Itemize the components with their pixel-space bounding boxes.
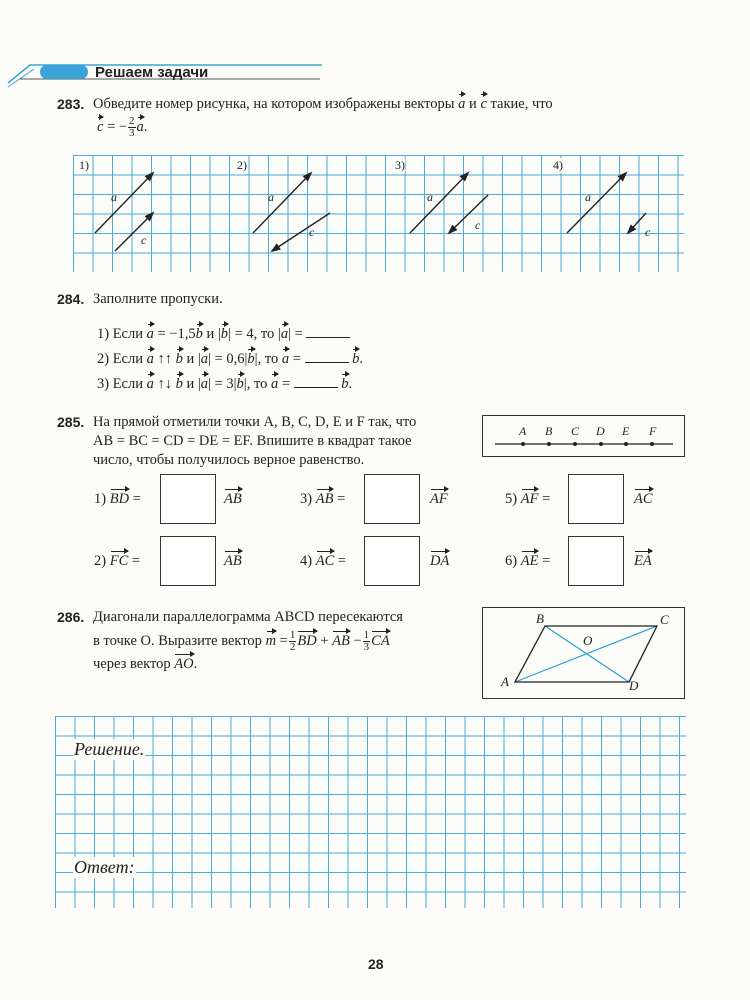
problem-284-text: Заполните пропуски.: [93, 291, 223, 307]
l3-end: =: [281, 376, 291, 392]
eq-2-sign: =: [131, 553, 141, 569]
eq-5-right: [634, 490, 653, 509]
label-C: C: [660, 612, 669, 627]
point-F: F: [649, 424, 657, 438]
half-den: 2: [289, 641, 296, 653]
problem-286-line-3: через вектор AO.: [93, 656, 198, 672]
l3-to: , то: [246, 376, 268, 392]
l286-eq: =: [279, 632, 288, 649]
parallelogram: [483, 608, 686, 700]
eq-5-left: AF: [520, 491, 539, 507]
l1-pre: 1) Если: [97, 326, 143, 342]
eq-1-right-vec: AB: [224, 491, 242, 507]
eq-3-label: 3): [300, 491, 313, 507]
points-line-frame: [482, 415, 685, 457]
l1-norm: = 4,: [234, 326, 258, 342]
eq-1-left: BD: [109, 491, 130, 507]
eq-6-right-vec: EA: [634, 553, 652, 569]
figure-1-label: 1): [79, 158, 89, 172]
frac-num: 2: [129, 115, 135, 127]
eq-6-right: [634, 552, 652, 571]
l1-to: то: [260, 326, 275, 342]
problem-283-equation: c = − $\frac{2}{3}$ a.: [97, 115, 148, 139]
blank-1[interactable]: [306, 325, 350, 338]
l1-vec-b: b: [195, 326, 203, 342]
l1-vec-a: a: [146, 326, 154, 342]
problem-284-line-2: 2) Если a ↑↑ b и |a| = 0,6|b|, то a = b.: [97, 351, 364, 367]
answer-box-1[interactable]: [160, 474, 216, 524]
l2-res-b: b: [352, 351, 360, 367]
l2-norm: = 0,6: [214, 351, 245, 367]
answer-box-4[interactable]: [364, 536, 420, 586]
fig2-c: c: [309, 225, 315, 239]
problem-283-text: [93, 95, 693, 114]
point-A: A: [519, 424, 527, 438]
blank-2[interactable]: [305, 350, 349, 363]
eq-3-sign: =: [337, 491, 346, 507]
problem-286-line-1: Диагонали параллелограмма ABCD пересекаются: [93, 609, 403, 625]
fig4-c: c: [645, 225, 651, 239]
answer-box-2[interactable]: [160, 536, 216, 586]
problem-283-number: 283.: [57, 96, 85, 112]
l3-rel: ↑↓: [157, 376, 172, 392]
l2-pre: 2) Если: [97, 351, 143, 367]
third-num: 1: [363, 629, 370, 641]
fig1-vector-a: [95, 173, 153, 233]
fig4-a: a: [585, 190, 591, 204]
fig3-c: c: [475, 218, 481, 232]
eq-2-label: 2): [94, 553, 107, 569]
problem-285-number: 285.: [57, 414, 85, 430]
l2-norm-b: b: [247, 351, 255, 367]
l1-and: и: [206, 326, 215, 342]
problem-285-line-1: На прямой отметили точки A, B, C, D, E и F так, что: [93, 414, 417, 430]
eq-1-label: 1): [94, 491, 107, 507]
eq-5: [505, 490, 550, 509]
l2-to: , то: [257, 351, 279, 367]
l3-and: и: [186, 376, 195, 392]
vec-bd: BD: [297, 632, 317, 649]
eq-4-left: AC: [315, 553, 335, 569]
solution-label: Решение.: [74, 739, 145, 759]
l3-vec-a: a: [146, 376, 154, 392]
l3-res-b: b: [341, 376, 349, 392]
label-A: A: [501, 674, 509, 689]
l3-norm-a: a: [200, 376, 209, 392]
eq-2-right: [224, 552, 242, 571]
fig3-vector-a: [410, 173, 468, 233]
vec-m: m: [265, 632, 277, 649]
fig2-vector-a: [253, 173, 311, 233]
l2-res-a: a: [281, 351, 290, 367]
l2-end: =: [292, 351, 301, 367]
l1-eq: = −1,5: [157, 326, 196, 342]
eq-4-right-vec: DA: [430, 553, 450, 569]
fig2-vector-c-head: [272, 245, 280, 251]
label-O: O: [583, 633, 593, 648]
fig2-vector-c: [272, 213, 330, 251]
blank-3[interactable]: [294, 375, 338, 388]
eq-4: [300, 552, 346, 571]
point-D: D: [596, 424, 605, 438]
answer-box-6[interactable]: [568, 536, 624, 586]
l3-res-a: a: [270, 376, 279, 392]
figure-4-label: 4): [553, 158, 563, 172]
answer-box-5[interactable]: [568, 474, 624, 524]
vector-c: c: [480, 96, 487, 112]
frac-half: [289, 630, 297, 653]
eq-5-label: 5): [505, 491, 518, 507]
problem-283-statement: Обведите номер рисунка, на котором изображены векторы: [93, 96, 455, 112]
problem-286-number: 286.: [57, 609, 85, 625]
half-num: 1: [289, 629, 296, 641]
eq-6: [505, 552, 550, 571]
frac-third: [363, 630, 371, 653]
eq-6-left: AE: [520, 553, 539, 569]
and-word: и: [469, 96, 477, 112]
vec-ao: AO: [174, 656, 194, 672]
eq-2-right-vec: AB: [224, 553, 242, 569]
l3-vec-b: b: [175, 376, 183, 392]
eq-1-sign: =: [132, 491, 141, 507]
eq-5-sign: =: [542, 491, 551, 507]
l2-rel: ↑↑: [157, 351, 172, 367]
problem-284-number: 284.: [57, 291, 85, 307]
problem-284-line-3: 3) Если a ↑↓ b и |a| = 3|b|, то a = b.: [97, 376, 353, 392]
fig2-a: a: [268, 190, 274, 204]
l2-vec-b: b: [175, 351, 183, 367]
eq-5-right-vec: AC: [634, 491, 653, 507]
answer-box-3[interactable]: [364, 474, 420, 524]
eq-4-label: 4): [300, 553, 313, 569]
problem-284-line-1: 1) Если a = −1,5b и |b| = 4, то |a| =: [97, 325, 350, 344]
eq-6-label: 6): [505, 553, 518, 569]
fig4-vector-a: [567, 173, 626, 233]
page-number: 28: [368, 956, 384, 972]
label-D: D: [629, 678, 639, 693]
eq-3-left: AB: [315, 491, 334, 507]
eq-2: [94, 552, 140, 571]
fig1-a: a: [111, 190, 117, 204]
vector-a: a: [458, 96, 466, 112]
problem-285-line-2: AB = BC = CD = DE = EF. Впишите в квадрат такое: [93, 433, 412, 449]
problem-283-tail: такие, что: [490, 96, 553, 112]
eq-6-sign: =: [542, 553, 551, 569]
eq-3: [300, 490, 345, 509]
eq-vector-a: a: [136, 118, 144, 135]
l3-pre: 3) Если: [97, 376, 143, 392]
eq-4-right: [430, 552, 449, 571]
eq-2-left: FC: [109, 553, 129, 569]
plus: +: [320, 632, 329, 649]
fraction-two-thirds: [128, 116, 136, 139]
point-E: E: [622, 424, 630, 438]
fig1-c: c: [141, 233, 147, 247]
l3-norm: = 3: [214, 376, 234, 392]
eq-4-sign: =: [337, 553, 347, 569]
frac-den: 3: [129, 127, 135, 139]
point-C: C: [571, 424, 580, 438]
eq-vector-c: c: [97, 118, 104, 135]
figure-2-label: 2): [237, 158, 247, 172]
l1-norm-b: b: [220, 326, 229, 342]
minus: −: [353, 632, 362, 649]
parallelogram-frame: [482, 607, 685, 699]
problem-285-line-3: число, чтобы получилось верное равенство.: [93, 452, 365, 468]
answer-label: Ответ:: [74, 857, 135, 877]
l2-norm-a: a: [200, 351, 209, 367]
l1-norm-a: a: [280, 326, 289, 342]
l2-vec-a: a: [146, 351, 154, 367]
l286-2a: в точке O. Выразите вектор: [93, 632, 262, 649]
l1-end: =: [294, 326, 303, 342]
figure-3-label: 3): [395, 158, 405, 172]
point-B: B: [545, 424, 553, 438]
eq-3-right-vec: AF: [430, 491, 448, 507]
l2-and: и: [186, 351, 195, 367]
eq-3-right: [430, 490, 448, 509]
problem-283-grid: [73, 155, 685, 273]
fig3-a: a: [427, 190, 433, 204]
l3-norm-b: b: [236, 376, 244, 392]
eq-1: [94, 490, 141, 509]
eq-1-right: [224, 490, 242, 509]
solution-grid: [55, 716, 687, 909]
vec-ca: CA: [371, 632, 390, 649]
section-title: Решаем задачи: [95, 64, 209, 81]
l286-3: через вектор: [93, 656, 171, 672]
problem-286-line-2: [93, 630, 390, 653]
third-den: 3: [363, 641, 370, 653]
vec-ab: AB: [332, 632, 350, 649]
label-B: B: [536, 611, 544, 626]
